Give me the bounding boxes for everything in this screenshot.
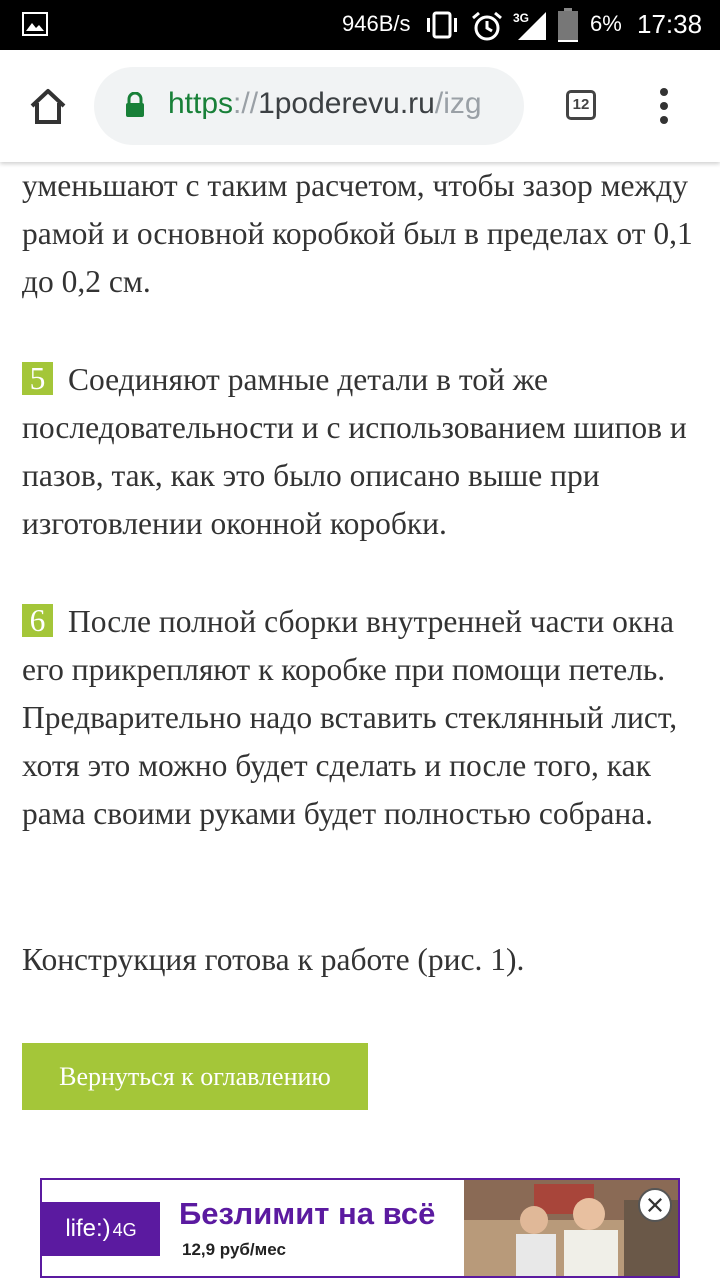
vibrate-icon [424,10,460,40]
url-scheme: https [168,87,234,120]
signal-icon [512,10,548,42]
url-host: 1poderevu.ru [258,87,435,120]
url-text[interactable] [168,87,508,121]
url-path: /izg [434,87,482,120]
lock-icon [124,92,146,118]
step-number-badge: 6 [22,604,53,637]
ad-banner[interactable] [40,1178,680,1278]
clock: 17:38 [637,9,703,39]
url-bar[interactable] [94,67,524,145]
step-5-text: Соединяют рамные детали в той же последовательности и с использованием шипов и пазов, так, как это было описано выше при изготовлении оконной коробки. [22,362,687,541]
url-separator: :// [233,87,259,120]
net-speed: 946B/s [342,11,411,36]
step-number-badge: 5 [22,362,53,395]
status-bar [0,0,720,50]
battery-percent: 6% [590,11,622,36]
ad-logo [42,1202,160,1256]
tabs-icon[interactable]: 12 [566,90,596,120]
battery-icon [556,7,580,43]
step-5 [22,356,702,548]
back-to-contents-button[interactable]: Вернуться к оглавлению [22,1043,368,1110]
gallery-icon [22,12,48,36]
ad-price: 12,9 руб/мес [182,1240,286,1259]
alarm-icon [470,10,504,42]
ad-logo-text: life:) [65,1215,111,1242]
close-icon[interactable] [638,1188,672,1222]
network-type: 3G [513,11,530,25]
menu-icon[interactable] [650,84,678,128]
article-paragraph: уменьшают с таким расчетом, чтобы зазор между рамой и основной коробкой был в пределах от 0,1 до 0,2 см. [22,168,693,299]
step-6 [22,598,702,838]
ad-headline: Безлимит на всё [179,1196,436,1231]
step-6-text: После полной сборки внутренней части окна его прикрепляют к коробке при помощи петель. Предварительно надо вставить стеклянный лист, хотя это можно будет сделать и после того, как рама своими руками будет полностью собрана. [22,604,678,831]
ad-logo-suffix: 4G [112,1220,137,1240]
home-icon[interactable] [26,84,70,128]
article-paragraph: Конструкция готова к работе (рис. 1). [22,942,525,977]
browser-toolbar [0,50,720,162]
